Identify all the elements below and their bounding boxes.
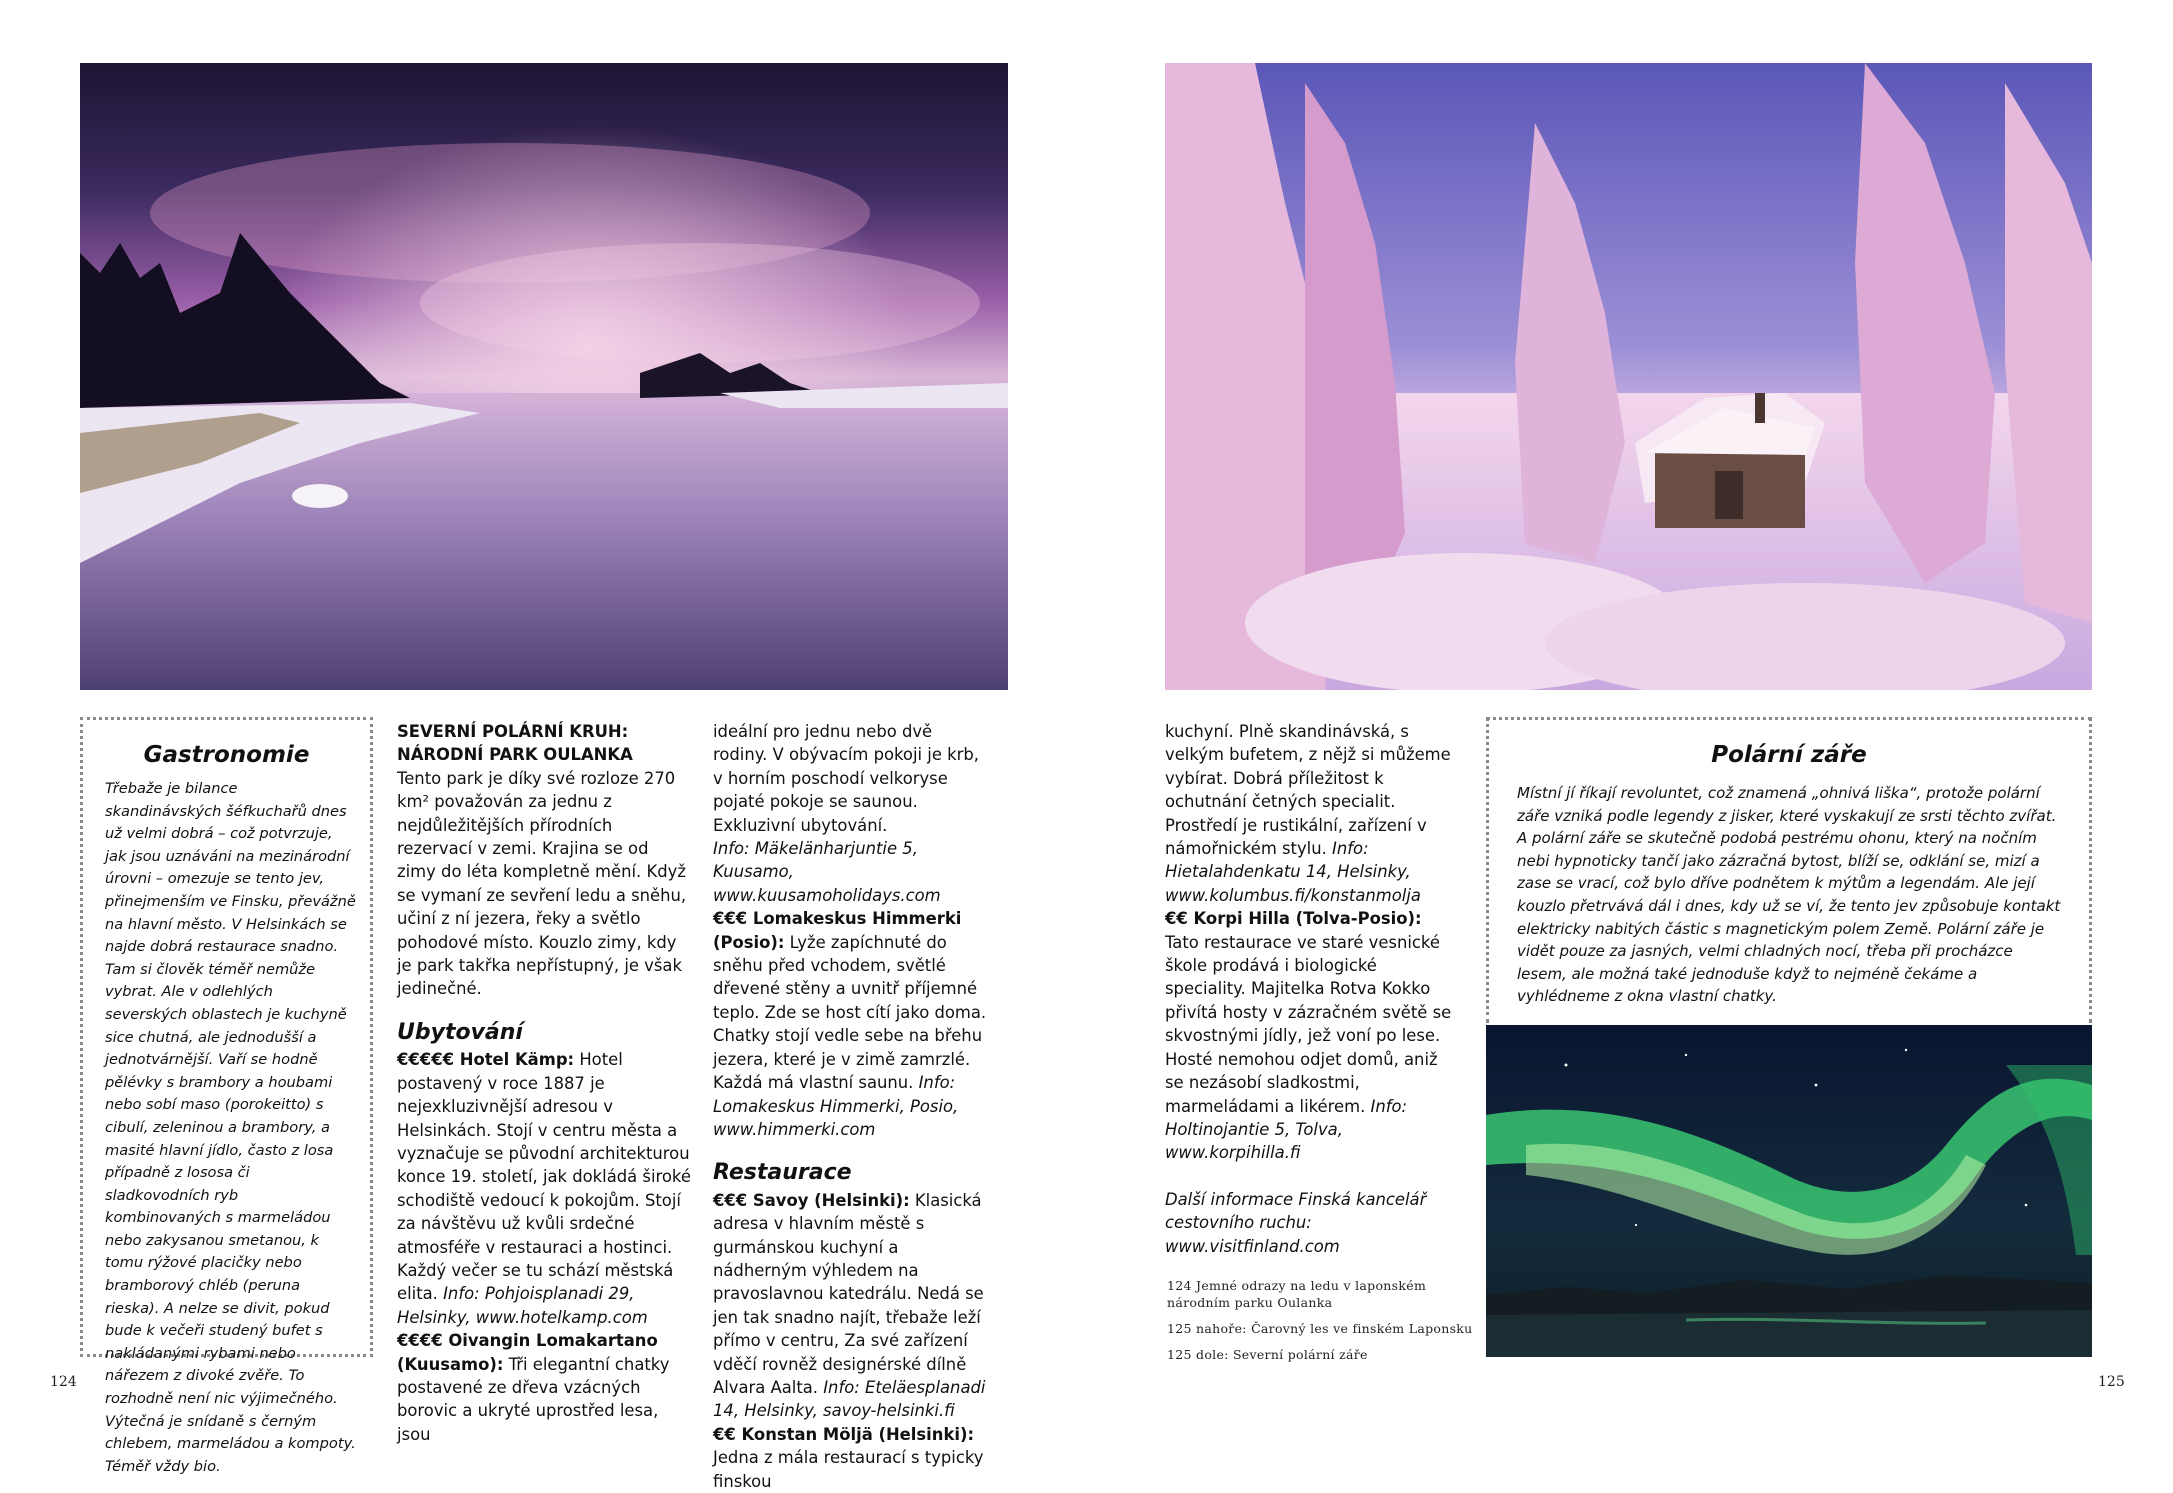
column-accommodation-restaurants <box>713 720 989 1493</box>
hotel-kamp-text: Hotel postavený v roce 1887 je nejexkluzivnější adresou v Helsinkách. Stojí v centru města a vyznačuje se původní architekturou konce 19. století, jak dokládá široké schodiště vedoucí k pokojům. Stojí za návštěvu už kvůli srdečné atmosféře v restauraci a hostinci. Každý večer se tu schází městská elita. <box>397 1050 691 1304</box>
hotel-kamp-name: €€€€€ Hotel Kämp: <box>397 1050 575 1070</box>
accommodation-title: Ubytování <box>397 1019 523 1045</box>
gastronomy-title: Gastronomie <box>143 742 310 768</box>
himmerki-name: €€€ Lomakeskus Himmerki (Posio): <box>713 909 962 952</box>
savoy-name: €€€ Savoy (Helsinki): <box>713 1190 910 1210</box>
caption-lake-line1: 124 Jemné odrazy na ledu v laponském <box>1167 1278 1427 1293</box>
caption-forest: 125 nahoře: Čarovný les ve finském Laponsku <box>1167 1321 1473 1336</box>
molja-info: Info: Hietalahdenkatu 14, Helsinky, www.kolumbus.fi/konstanmolja <box>1165 839 1421 905</box>
savoy-info: Info: Eteläesplanadi 14, Helsinky, savoy-helsinki.fi <box>713 1377 986 1421</box>
himmerki-text: Lyže zapíchnuté do sněhu před vchodem, světlé dřevené stěny a uvnitř příjemné teplo. Zde se host cítí jako doma. Chatky stojí vedle sebe na břehu jezera, které je v zimě zamrzlé. Každá má vlastní saunu. <box>713 932 987 1093</box>
molja-text: Jedna z mála restaurací s typicky finskou <box>713 1448 984 1491</box>
column-oulanka <box>397 720 692 1446</box>
korpi-name: €€ Korpi Hilla (Tolva-Posio): <box>1165 909 1422 929</box>
savoy-text: Klasická adresa v hlavním městě s gurmánskou kuchyní a nádherným výhledem na pravoslavnou katedrálu. Nedá se jen tak snadno najít, třebaže leží přímo v centru, Za své zařízení vděčí rovněž designérské dílně Alvara Aalta. <box>713 1190 984 1397</box>
oivangin-entry <box>397 1329 692 1446</box>
oulanka-heading-line1: SEVERNÍ POLÁRNÍ KRUH: <box>397 722 629 741</box>
oivangin-info: Info: Mäkelänharjuntie 5, Kuusamo, www.kuusamoholidays.com <box>713 839 941 905</box>
korpi-info: Info: Holtinojantie 5, Tolva, www.korpihilla.fi <box>1165 1096 1408 1163</box>
column-restaurants-continued <box>1165 720 1455 1258</box>
page-number-left: 124 <box>50 1374 77 1390</box>
korpi-entry <box>1165 907 1455 1164</box>
photo-snowy-forest-cabin <box>1165 63 2092 690</box>
oulanka-heading-line2: NÁRODNÍ PARK OULANKA <box>397 745 633 765</box>
hotel-kamp-info: Info: Pohjoisplanadi 29, Helsinky, www.hotelkamp.com <box>397 1284 648 1327</box>
oivangin-text: Tři elegantní chatky postavené ze dřeva vzácných borovic a ukryté uprostřed lesa, jsou <box>397 1354 670 1444</box>
oivangin-continued: ideální pro jednu nebo dvě rodiny. V obývacím pokoji je krb, v horním poschodí velkoryse pojaté pokoje se saunou. Exkluzivní ubytování. <box>713 722 979 835</box>
photo-aurora-borealis <box>1486 1025 2092 1357</box>
gastronomy-box <box>80 717 373 1475</box>
oulanka-intro: Tento park je díky své rozloze 270 km² považován za jednu z nejdůležitějších přírodních rezervací v zemi. Krajina se od zimy do léta kompletně mění. Když se vymaní ze sevření ledu a sněhu, učiní z ní jezera, řeky a světlo pohodové místo. Kouzlo zimy, kdy je park takřka nepřístupný, je však jedinečné. <box>397 768 687 999</box>
aurora-title: Polární záře <box>1711 742 1867 768</box>
caption-lake-line2: národním parku Oulanka <box>1167 1295 1333 1310</box>
gastronomy-body: Třebaže je bilance skandinávských šéfkuchařů dnes už velmi dobrá – což potvrzuje, jak jsou uznáváni na mezinárodní úrovni – omezuje se tento jev, přinejmenším ve Finsku, převážně na hlavní město. V Helsinkách se najde dobrá restaurace snadno. Tam si člověk téměř nemůže vybrat. Ale v odlehlých severských oblastech je kuchyně sice chutná, ale jednodušší a jednotvárnější. Vaří se hodně pělévky s brambory a houbami nebo sobí maso (porokeitto) s cibulí, zeleninou a brambory, a masité hlavní jídlo, často z losa případně z lososa či sladkovodních ryb kombinovaných s marmeládou nebo zakysanou smetanou, k tomu rýžové placičky nebo bramborový chléb (peruna rieska). A nelze se divit, pokud bude k večeři studený bufet s nakládanými rybami nebo nářezem z divoké zvěře. To rozhodně není nic výjimečného. Výtečná je snídaně s černým chlebem, marmeládou a kompoty. Téměř vždy bio. <box>105 780 356 1475</box>
caption-aurora: 125 dole: Severní polární záře <box>1167 1347 1368 1362</box>
page-number-right: 125 <box>2098 1374 2125 1390</box>
aurora-box <box>1486 717 2092 1023</box>
molja-entry <box>713 1423 989 1493</box>
savoy-entry <box>713 1189 989 1423</box>
molja-continued-text: kuchyní. Plně skandinávská, s velkým bufetem, z nějž si můžeme vybírat. Dobrá příležitost k ochutnání četných specialit. Prostředí je rustikální, zařízení v námořnickém stylu. <box>1165 722 1451 859</box>
more-info: Další informace Finská kancelář cestovního ruchu: www.visitfinland.com <box>1165 1189 1427 1256</box>
himmerki-info: Info: Lomakeskus Himmerki, Posio, www.himmerki.com <box>713 1073 959 1139</box>
korpi-text: Tato restaurace ve staré vesnické škole prodává i biologické speciality. Majitelka Rotva Kokko přivítá hosty v zázračném světě se skvostnými jídly, jež voní po lese. Hosté nemohou odjet domů, aniž se nezásobí sladkostmi, marmeládami a likérem. <box>1165 932 1452 1116</box>
himmerki-entry <box>713 907 989 1141</box>
hotel-kamp-entry <box>397 1048 692 1329</box>
aurora-body: Místní jí říkají revoluntet, což znamená „ohnivá liška“, protože polární záře vzniká podle legendy z jisker, které vyskakují ze srsti těchto zvířat. A polární záře se skutečně podobá pestrému ohonu, který na nočním nebi hypnoticky tančí jako zázračná bytost, blíží se, odklání se, mizí a zase se vrací, což bylo dříve podnětem k mýtům a legendám. Ale její kouzlo přetrvává dál i dnes, kdy už se ví, že tento jev způsobuje kontakt elektricky nabitých částic s magnetickým polem Země. Polární záře je vidět pouze za jasných, velmi chladných nocí, třeba při procházce lesem, ale možná také jednoduše když to nejméně čekáme a vyhlédneme z okna vlastní chatky. <box>1517 784 2061 1006</box>
photo-frozen-lake <box>80 63 1008 690</box>
molja-name: €€ Konstan Möljä (Helsinki): <box>713 1424 975 1444</box>
restaurants-title: Restaurace <box>713 1160 852 1186</box>
molja-continued <box>1165 720 1455 907</box>
photo-captions <box>1167 1277 1477 1363</box>
oivangin-name: €€€€ Oivangin Lomakartano (Kuusamo): <box>397 1331 658 1374</box>
